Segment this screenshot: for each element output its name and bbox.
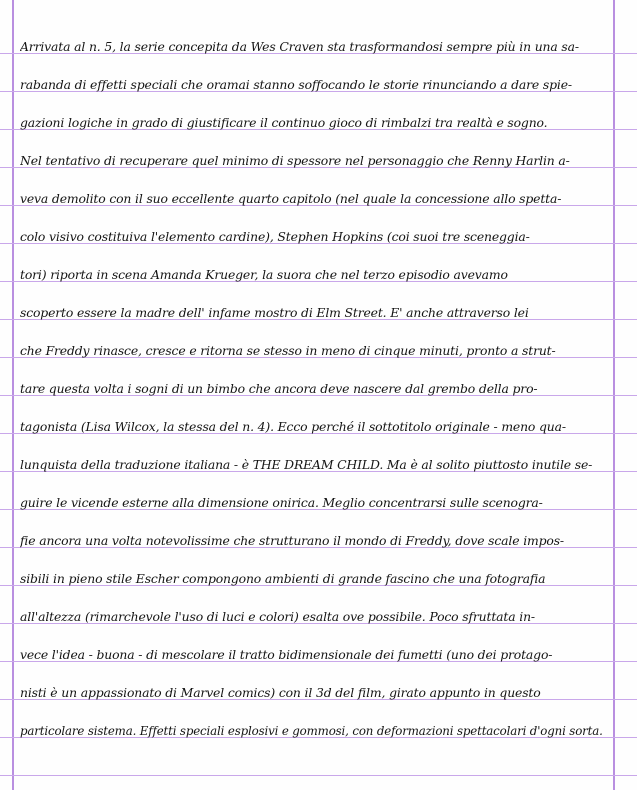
text-line-7: tori) riporta in scena Amanda Krueger, la suora che nel terzo episodio avevamo — [20, 267, 508, 282]
text-line-18: nisti è un appassionato di Marvel comics) con il 3d del film, girato appunto in questo — [20, 685, 541, 700]
text-line-12: lunquista della traduzione italiana - è THE DREAM CHILD. Ma è al solito piuttosto inutile se- — [20, 457, 593, 472]
rule-line — [0, 775, 637, 776]
text-line-1: Arrivata al n. 5, la serie concepita da Wes Craven sta trasformandosi sempre più in una sa- — [20, 39, 579, 54]
text-line-2: rabanda di effetti speciali che oramai stanno soffocando le storie rinunciando a dare spie- — [20, 77, 572, 92]
text-line-9: che Freddy rinasce, cresce e ritorna se stesso in meno di cinque minuti, pronto a strut- — [20, 343, 556, 358]
text-line-3: gazioni logiche in grado di giustificare il continuo gioco di rimbalzi tra realtà e sogno. — [20, 115, 548, 130]
text-line-13: guire le vicende esterne alla dimensione onirica. Meglio concentrarsi sulle scenogra- — [20, 495, 543, 510]
text-line-14: fie ancora una volta notevolissime che strutturano il mondo di Freddy, dove scale impos- — [20, 533, 564, 548]
text-line-16: all'altezza (rimarchevole l'uso di luci e colori) esalta ove possibile. Poco sfruttata in- — [20, 609, 535, 624]
text-line-8: scoperto essere la madre dell' infame mostro di Elm Street. E' anche attraverso lei — [20, 305, 529, 320]
text-line-15: sibili in pieno stile Escher compongono ambienti di grande fascino che una fotografia — [20, 571, 546, 586]
text-line-11: tagonista (Lisa Wilcox, la stessa del n. 4). Ecco perché il sottotitolo originale - meno qua- — [20, 419, 566, 434]
text-line-17: vece l'idea - buona - di mescolare il tratto bidimensionale dei fumetti (uno dei protago- — [20, 647, 553, 662]
text-line-4: Nel tentativo di recuperare quel minimo di spessore nel personaggio che Renny Harlin a- — [20, 153, 570, 168]
text-line-10: tare questa volta i sogni di un bimbo che ancora deve nascere dal grembo della pro- — [20, 381, 538, 396]
text-line-5: veva demolito con il suo eccellente quarto capitolo (nel quale la concessione allo spetta- — [20, 191, 562, 206]
text-line-6: colo visivo costituiva l'elemento cardine), Stephen Hopkins (coi suoi tre sceneggia- — [20, 229, 530, 244]
text-line-19: particolare sistema. Effetti speciali esplosivi e gommosi, con deformazioni spettacolari d'ogni sorta. — [20, 724, 603, 738]
